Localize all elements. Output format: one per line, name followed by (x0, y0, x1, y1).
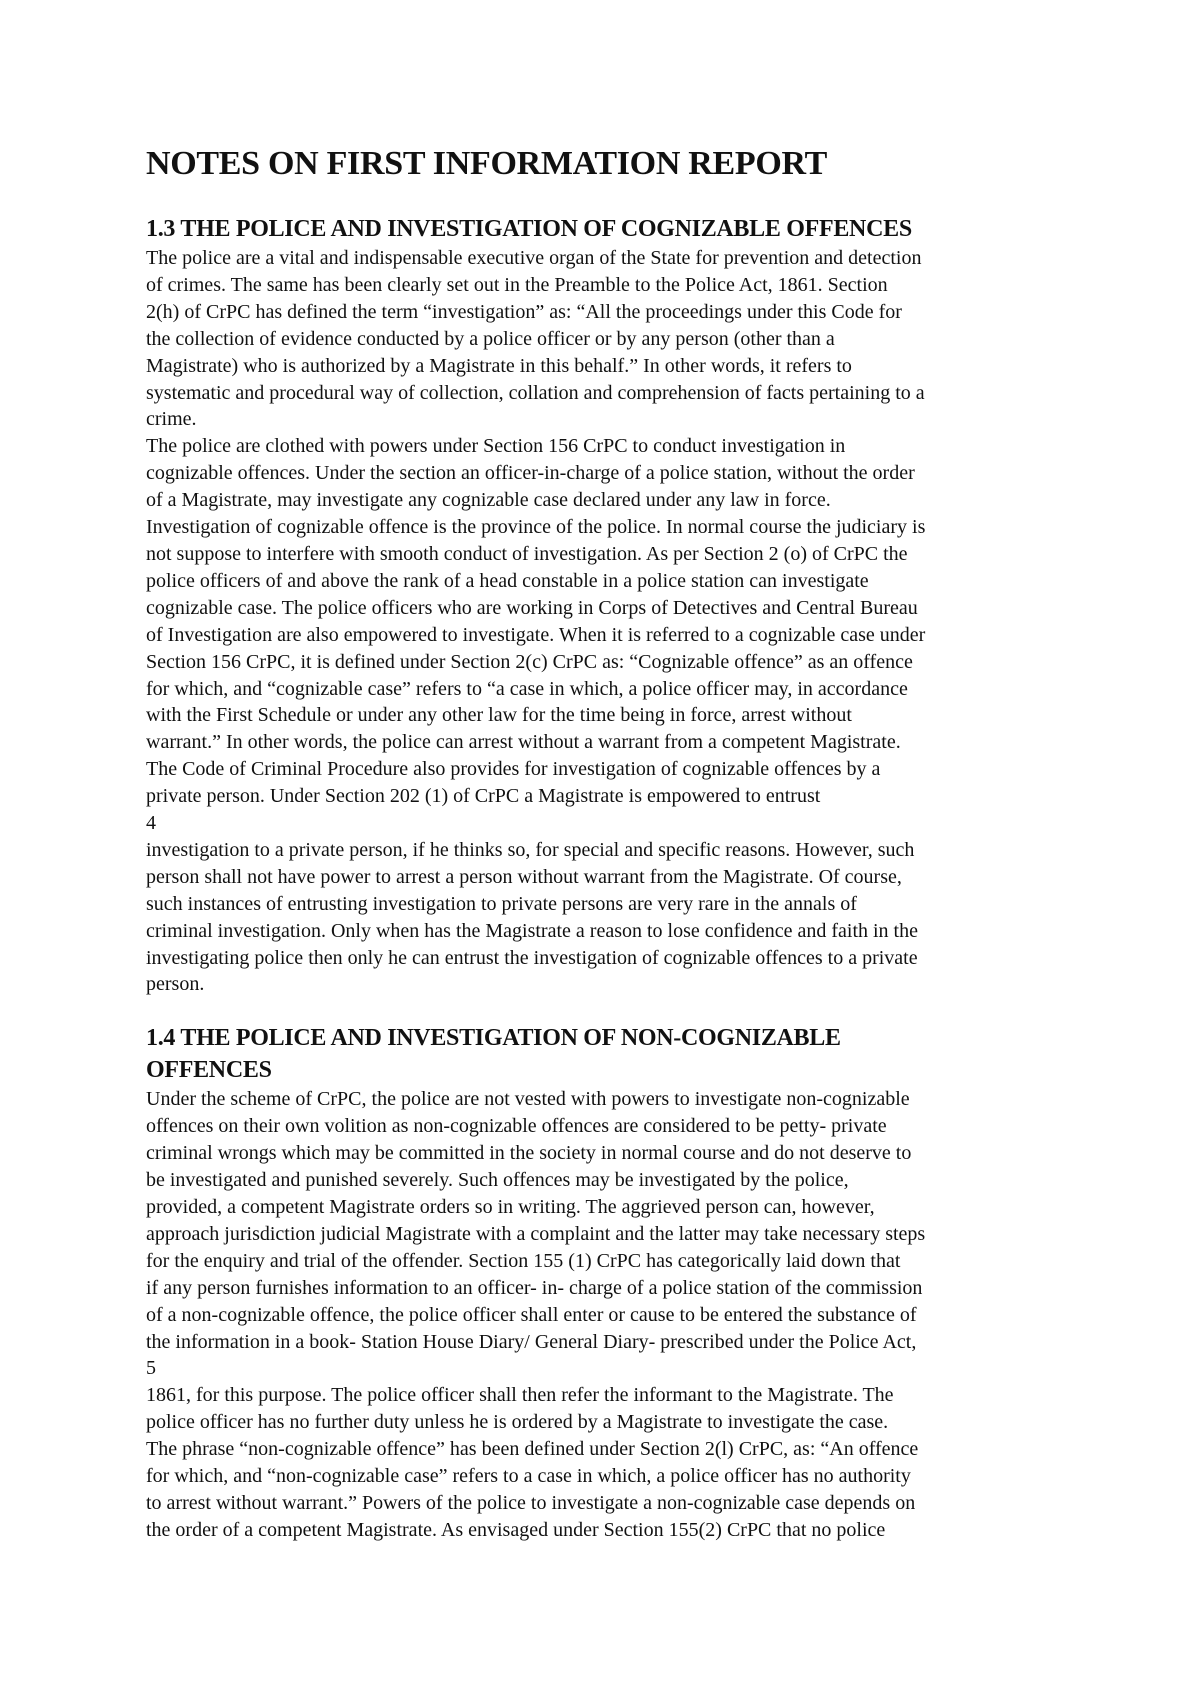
text-line: 1861, for this purpose. The police officer shall then refer the informant to the Magistrate. The (146, 1384, 894, 1407)
text-line: police officer has no further duty unless he is ordered by a Magistrate to investigate the case. (146, 1411, 889, 1434)
text-line: for which, and “non-cognizable case” refers to a case in which, a police officer has no authority (146, 1465, 911, 1488)
text-line: Section 156 CrPC, it is defined under Section 2(c) CrPC as: “Cognizable offence” as an offence (146, 650, 913, 673)
text-line: criminal investigation. Only when has the Magistrate a reason to lose confidence and faith in the (146, 919, 918, 942)
text-line: such instances of entrusting investigation to private persons are very rare in the annals of (146, 892, 857, 915)
text-line: crime. (146, 408, 197, 431)
text-line: for the enquiry and trial of the offender. Section 155 (1) CrPC has categorically laid down that (146, 1249, 901, 1272)
section-1-4 (146, 1022, 1061, 1543)
text-line: the collection of evidence conducted by a police officer or by any person (other than a (146, 327, 835, 350)
text-line: if any person furnishes information to an officer- in- charge of a police station of the commission (146, 1276, 923, 1299)
page-number: 4 (146, 812, 156, 835)
text-line: of a non-cognizable offence, the police officer shall enter or cause to be entered the substance of (146, 1303, 917, 1326)
text-line: for which, and “cognizable case” refers to “a case in which, a police officer may, in accordance (146, 677, 908, 700)
text-line: with the First Schedule or under any other law for the time being in force, arrest without (146, 704, 852, 727)
section-heading-line: OFFENCES (146, 1057, 272, 1084)
page-number: 5 (146, 1357, 156, 1380)
text-line: investigating police then only he can entrust the investigation of cognizable offences to a private (146, 946, 918, 969)
text-line: person. (146, 973, 205, 996)
section-heading (146, 1022, 1061, 1086)
text-line: cognizable offences. Under the section an officer-in-charge of a police station, without the order (146, 462, 915, 485)
document-title: NOTES ON FIRST INFORMATION REPORT (146, 145, 827, 182)
text-line: the order of a competent Magistrate. As envisaged under Section 155(2) CrPC that no police (146, 1518, 886, 1541)
text-line: investigation to a private person, if he thinks so, for special and specific reasons. However, such (146, 838, 915, 861)
text-line: The police are clothed with powers under Section 156 CrPC to conduct investigation in (146, 435, 846, 458)
text-line: offences on their own volition as non-cognizable offences are considered to be petty- private (146, 1115, 887, 1138)
section-heading-line: 1.4 THE POLICE AND INVESTIGATION OF NON-COGNIZABLE (146, 1025, 841, 1052)
document-content (146, 143, 1061, 1544)
text-line: The Code of Criminal Procedure also provides for investigation of cognizable offences by a (146, 758, 881, 781)
text-line: police officers of and above the rank of a head constable in a police station can investigate (146, 569, 869, 592)
section-body (146, 1086, 1061, 1543)
text-line: of crimes. The same has been clearly set out in the Preamble to the Police Act, 1861. Section (146, 273, 888, 296)
text-line: The police are a vital and indispensable executive organ of the State for prevention and detection (146, 247, 922, 269)
text-line: private person. Under Section 202 (1) of CrPC a Magistrate is empowered to entrust (146, 785, 821, 808)
text-line: to arrest without warrant.” Powers of the police to investigate a non-cognizable case depends on (146, 1491, 916, 1514)
text-line: cognizable case. The police officers who are working in Corps of Detectives and Central Bureau (146, 596, 918, 619)
text-line: 2(h) of CrPC has defined the term “investigation” as: “All the proceedings under this Code for (146, 300, 902, 323)
text-line: warrant.” In other words, the police can arrest without a warrant from a competent Magistrate. (146, 731, 901, 754)
section-heading: 1.3 THE POLICE AND INVESTIGATION OF COGNIZABLE OFFENCES (146, 216, 912, 242)
text-line: criminal wrongs which may be committed in the society in normal course and do not deserve to (146, 1142, 912, 1165)
text-line: the information in a book- Station House Diary/ General Diary- prescribed under the Police Act, (146, 1330, 917, 1353)
text-line: be investigated and punished severely. Such offences may be investigated by the police, (146, 1169, 849, 1192)
text-line: Magistrate) who is authorized by a Magistrate in this behalf.” In other words, it refers to (146, 354, 852, 377)
text-line: of Investigation are also empowered to investigate. When it is referred to a cognizable case under (146, 623, 926, 646)
text-line: Under the scheme of CrPC, the police are not vested with powers to investigate non-cognizable (146, 1088, 910, 1111)
text-line: systematic and procedural way of collection, collation and comprehension of facts pertaining to a (146, 381, 925, 404)
text-line: approach jurisdiction judicial Magistrate with a complaint and the latter may take necessary steps (146, 1222, 926, 1245)
text-line: provided, a competent Magistrate orders so in writing. The aggrieved person can, however, (146, 1196, 875, 1218)
text-line: Investigation of cognizable offence is the province of the police. In normal course the judiciary is (146, 516, 926, 539)
text-line: not suppose to interfere with smooth conduct of investigation. As per Section 2 (o) of CrPC the (146, 542, 908, 565)
text-line: of a Magistrate, may investigate any cognizable case declared under any law in force. (146, 489, 831, 512)
section-body (146, 245, 1061, 998)
text-line: The phrase “non-cognizable offence” has been defined under Section 2(l) CrPC, as: “An offence (146, 1438, 919, 1461)
section-1-3 (146, 213, 1061, 998)
text-line: person shall not have power to arrest a person without warrant from the Magistrate. Of course, (146, 865, 902, 888)
